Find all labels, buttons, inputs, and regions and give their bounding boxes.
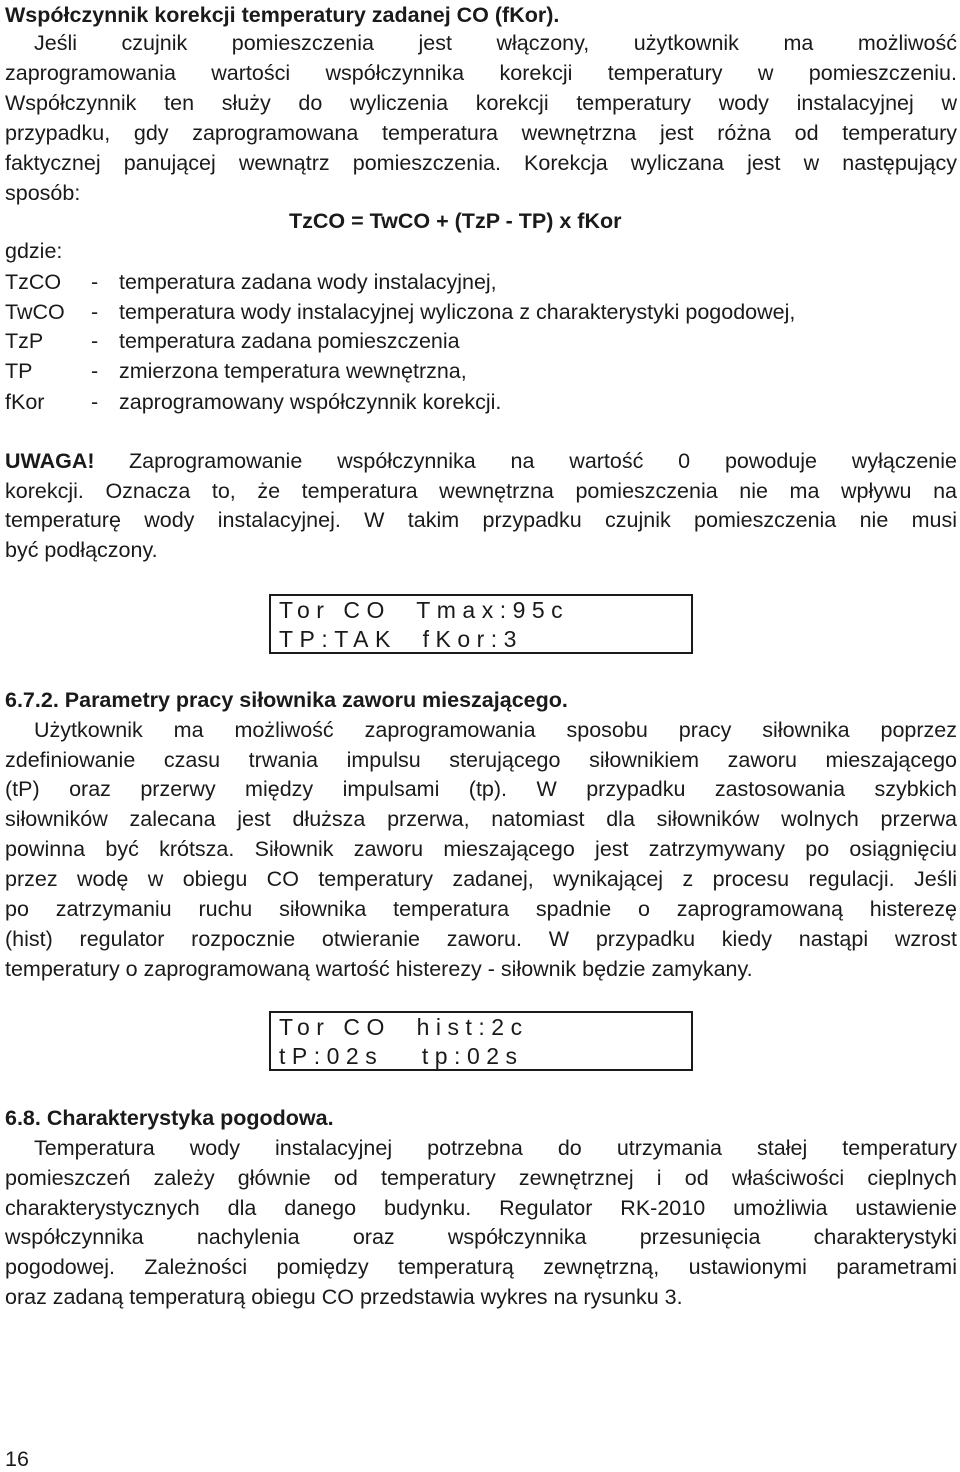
definition-dash: - <box>91 300 99 324</box>
paragraph-line: Jeśli czujnik pomieszczenia jest włączony, użytkownik ma możliwość <box>34 31 957 55</box>
paragraph-line: (tP) oraz przerwy między impulsami (tp). W przypadku zastosowania szybkich <box>5 777 957 801</box>
paragraph-line: charakterystycznych dla danego budynku. Regulator RK-2010 umożliwia ustawienie <box>5 1196 957 1220</box>
paragraph-line: przypadku, gdy zaprogramowana temperatura wewnętrzna jest różna od temperatury <box>5 121 957 145</box>
definition-text: temperatura wody instalacyjnej wyliczona z charakterystyki pogodowej, <box>119 300 796 324</box>
warning-label-text: UWAGA! <box>5 449 95 473</box>
paragraph-line: siłowników zalecana jest dłuższa przerwa, natomiast dla siłowników wolnych przerwa <box>5 807 957 831</box>
definition-dash: - <box>91 390 99 414</box>
warning-line: Zaprogramowanie współczynnika na wartość 0 powoduje wyłączenie <box>129 449 957 473</box>
lcd-display-hist <box>269 1011 693 1071</box>
definition-text: zmierzona temperatura wewnętrzna, <box>119 359 467 383</box>
paragraph-line: powinna być krótsza. Siłownik zaworu mieszającego jest zatrzymywany po osiągnięciu <box>5 837 957 861</box>
paragraph-line: oraz zadaną temperaturą obiegu CO przedstawia wykres na rysunku 3. <box>5 1285 683 1309</box>
warning-line: korekcji. Oznacza to, że temperatura wewnętrzna pomieszczenia nie ma wpływu na <box>5 479 957 503</box>
definition-term: TzP <box>5 329 44 353</box>
lcd-display-fkor <box>269 594 693 654</box>
paragraph-line: (hist) regulator rozpocznie otwieranie zaworu. W przypadku kiedy nastąpi wzrost <box>5 927 957 951</box>
definition-term: TwCO <box>5 300 65 324</box>
paragraph-line: faktycznej panującej wewnątrz pomieszczenia. Korekcja wyliczana jest w następujący <box>5 151 957 175</box>
paragraph-line: po zatrzymaniu ruchu siłownika temperatura spadnie o zaprogramowaną histerezę <box>5 897 957 921</box>
definition-text: zaprogramowany współczynnik korekcji. <box>119 390 502 414</box>
paragraph-line: zaprogramowania wartości współczynnika korekcji temperatury w pomieszczeniu. <box>5 61 957 85</box>
paragraph-line: temperatury o zaprogramowaną wartość histerezy - siłownik będzie zamykany. <box>5 957 753 981</box>
lcd-row-2: tP:02s tp:02s <box>279 1043 524 1069</box>
section-heading-fkor: Współczynnik korekcji temperatury zadanej CO (fKor). <box>5 3 560 27</box>
paragraph-line: przez wodę w obiegu CO temperatury zadanej, wynikającej z procesu regulacji. Jeśli <box>5 867 957 891</box>
definition-term: TP <box>5 359 33 383</box>
section-heading-actuator: 6.7.2. Parametry pracy siłownika zaworu mieszającego. <box>5 688 568 712</box>
paragraph-line: Temperatura wody instalacyjnej potrzebna do utrzymania stałej temperatury <box>34 1136 957 1160</box>
paragraph-line: pomieszczeń zależy głównie od temperatury zewnętrznej i od właściwości cieplnych <box>5 1166 957 1190</box>
paragraph-line: współczynnika nachylenia oraz współczynnika przesunięcia charakterystyki <box>5 1225 957 1249</box>
where-label: gdzie: <box>5 239 63 263</box>
definition-dash: - <box>91 359 99 383</box>
section-heading-weather-curve: 6.8. Charakterystyka pogodowa. <box>5 1106 334 1130</box>
paragraph-line: zdefiniowanie czasu trwania impulsu sterującego siłownikiem zaworu mieszającego <box>5 748 957 772</box>
paragraph-line: Współczynnik ten służy do wyliczenia korekcji temperatury wody instalacyjnej w <box>5 91 957 115</box>
lcd-row-2: TP:TAK fKor:3 <box>279 626 523 652</box>
definition-dash: - <box>91 270 99 294</box>
correction-formula: TzCO = TwCO + (TzP - TP) x fKor <box>289 209 622 233</box>
warning-line: temperaturę wody instalacyjnej. W takim przypadku czujnik pomieszczenia nie musi <box>5 508 957 532</box>
paragraph-line: pogodowej. Zależności pomiędzy temperaturą zewnętrzną, ustawionymi parametrami <box>5 1255 957 1279</box>
definition-dash: - <box>91 329 99 353</box>
lcd-row-1: Tor CO Tmax:95c <box>279 597 570 623</box>
definition-term: TzCO <box>5 270 62 294</box>
definition-term: fKor <box>5 390 45 414</box>
lcd-row-1: Tor CO hist:2c <box>279 1014 529 1040</box>
paragraph-line: Użytkownik ma możliwość zaprogramowania sposobu pracy siłownika poprzez <box>34 718 957 742</box>
definition-text: temperatura zadana pomieszczenia <box>119 329 460 353</box>
paragraph-line: sposób: <box>5 181 81 205</box>
warning-label <box>5 446 125 476</box>
definition-text: temperatura zadana wody instalacyjnej, <box>119 270 497 294</box>
page-number: 16 <box>5 1447 29 1471</box>
warning-line: być podłączony. <box>5 538 158 562</box>
